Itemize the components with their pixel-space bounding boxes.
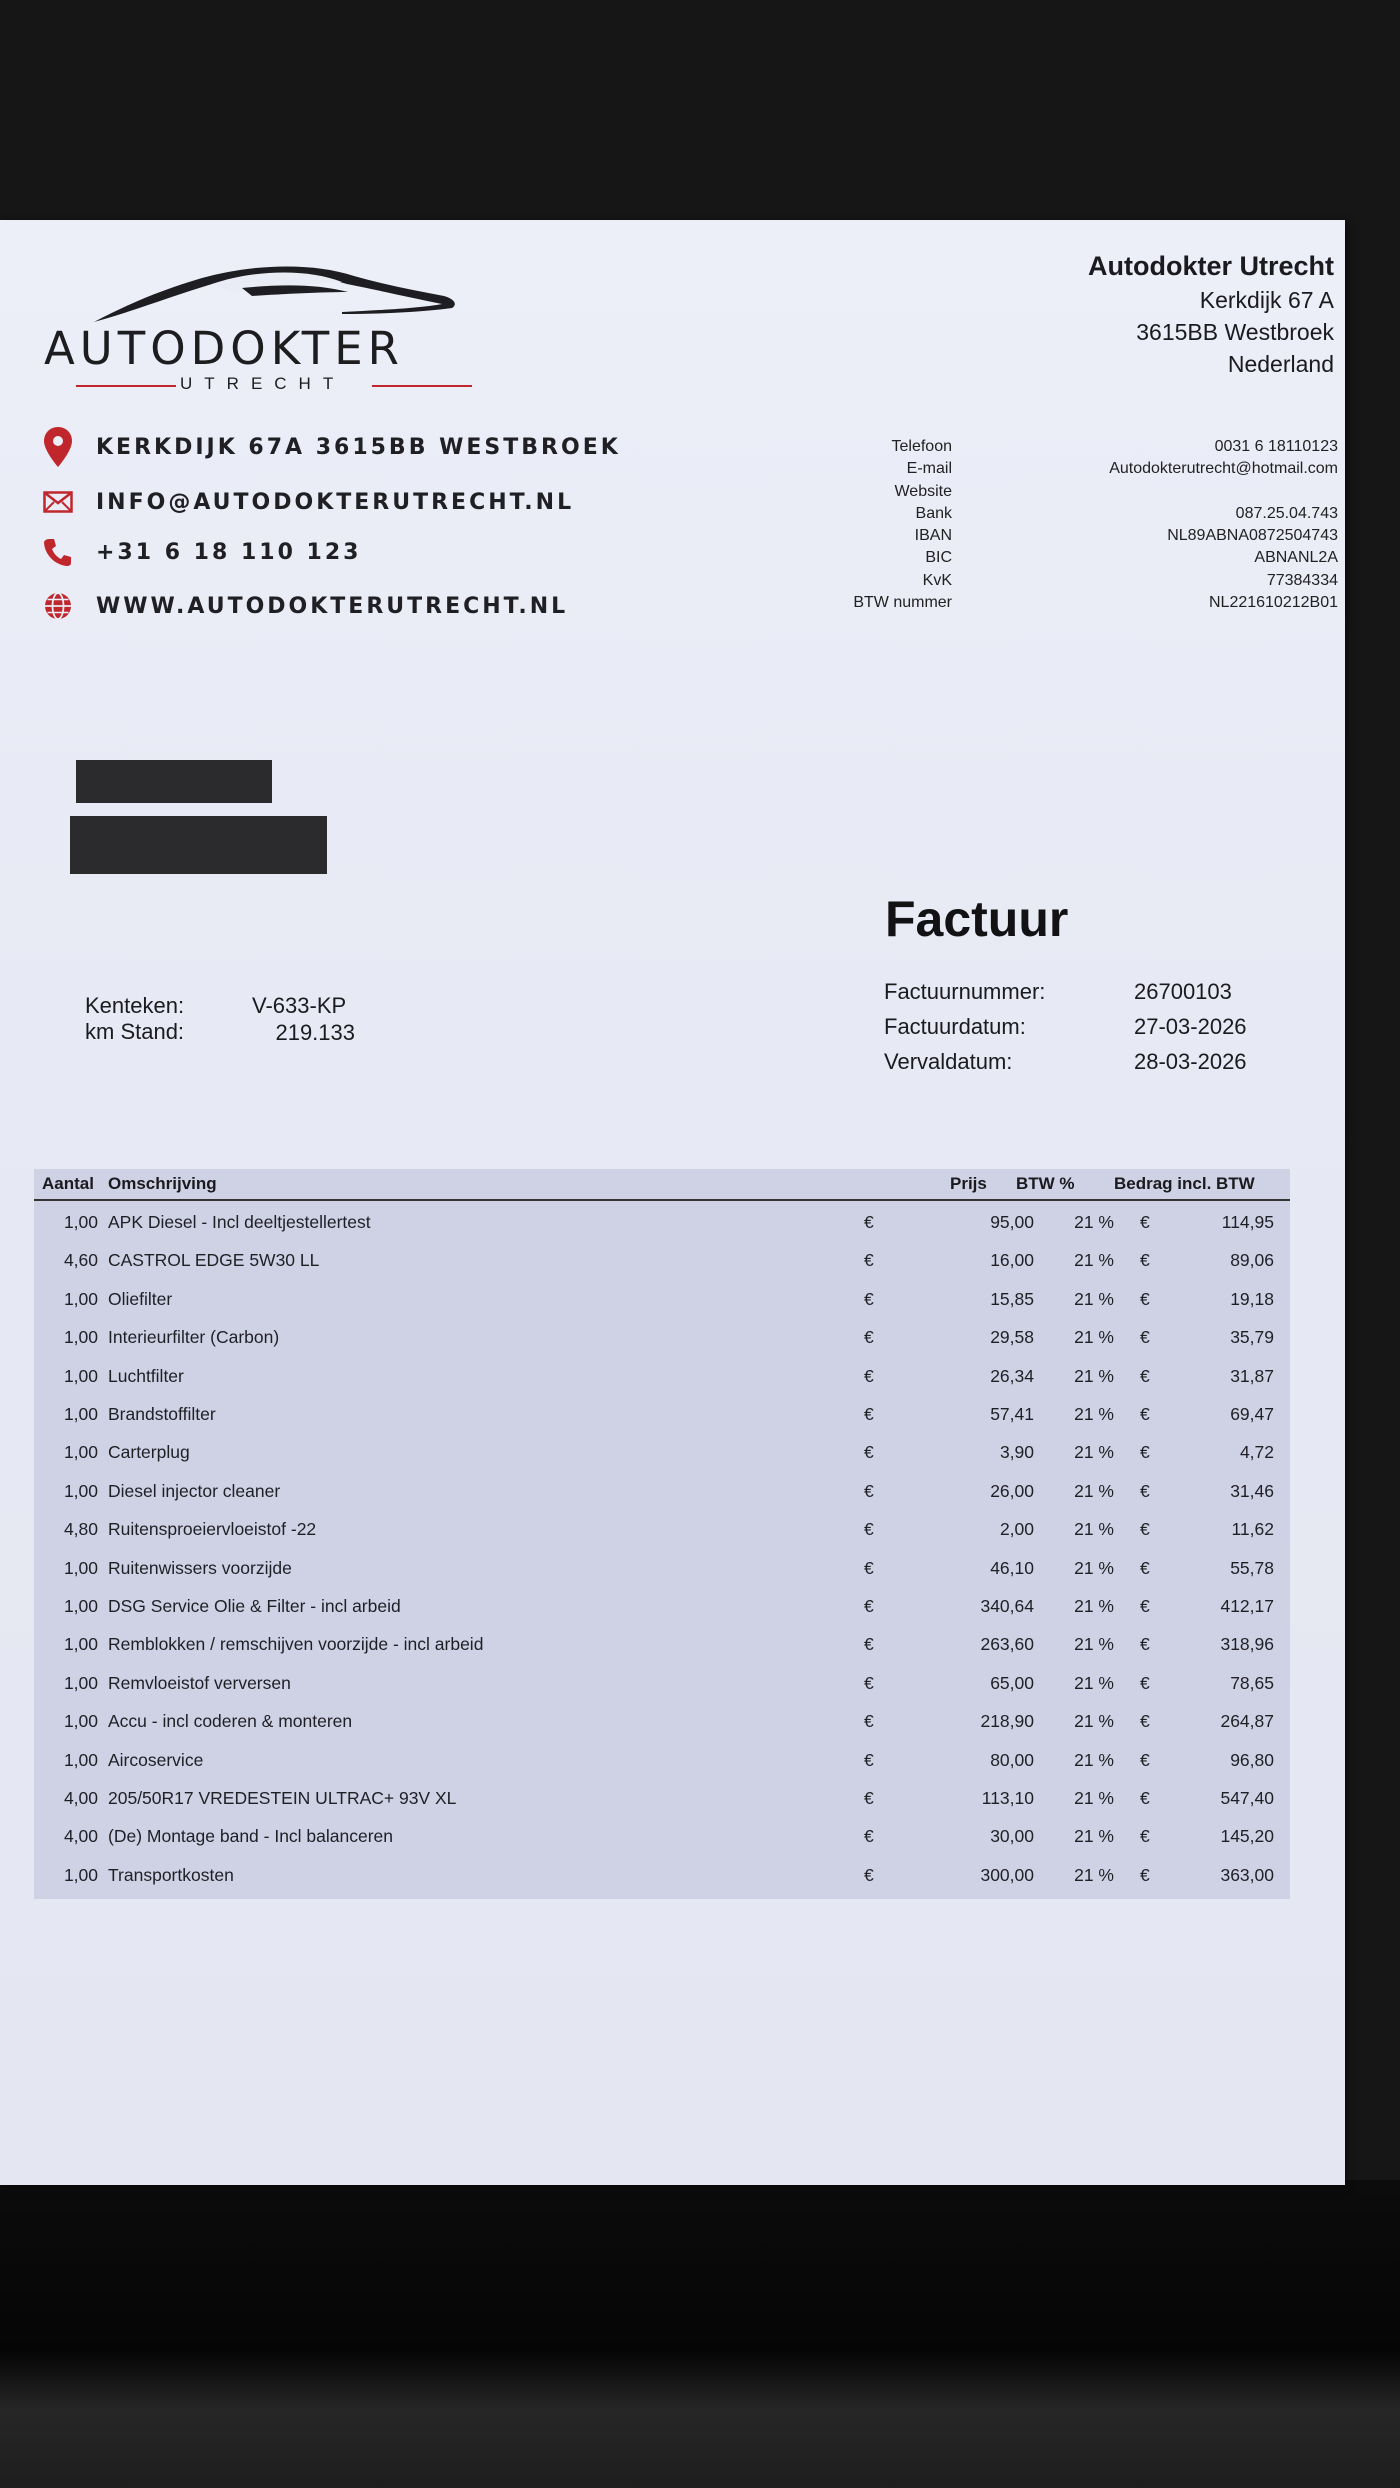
row-price-currency: € bbox=[864, 1634, 874, 1655]
row-btw: 21 % bbox=[1074, 1365, 1114, 1386]
row-price-currency: € bbox=[864, 1826, 874, 1847]
row-amount: 96,80 bbox=[1230, 1749, 1274, 1770]
redacted-customer-address bbox=[70, 816, 327, 874]
invoice-date-row bbox=[884, 1014, 1254, 1040]
invoice-date: 27-03-2026 bbox=[1134, 1014, 1247, 1039]
company-block bbox=[1088, 248, 1334, 380]
row-description: Accu - incl coderen & monteren bbox=[108, 1711, 353, 1732]
row-amount: 547,40 bbox=[1220, 1788, 1274, 1808]
row-price: 15,85 bbox=[990, 1288, 1034, 1309]
row-amount: 11,62 bbox=[1231, 1519, 1274, 1540]
header-description: Omschrijving bbox=[108, 1174, 217, 1193]
row-price-currency: € bbox=[864, 1519, 874, 1540]
table-row bbox=[34, 1435, 1290, 1473]
row-description: APK Diesel - Incl deeltjestellertest bbox=[108, 1212, 371, 1232]
logo-wordmark: AUTODOKTER bbox=[44, 322, 404, 375]
row-qty: 1,00 bbox=[63, 1749, 98, 1770]
meta-label: KvK bbox=[922, 571, 952, 589]
row-amount: 114,95 bbox=[1221, 1212, 1274, 1232]
row-price: 30,00 bbox=[990, 1826, 1034, 1847]
meta-label: IBAN bbox=[914, 527, 952, 545]
table-row bbox=[34, 1666, 1290, 1704]
row-price-currency: € bbox=[864, 1365, 874, 1386]
row-btw: 21 % bbox=[1074, 1788, 1114, 1808]
row-btw: 21 % bbox=[1074, 1212, 1114, 1232]
row-btw: 21 % bbox=[1074, 1327, 1114, 1348]
desk-background bbox=[0, 2180, 1400, 2488]
row-amount-currency: € bbox=[1140, 1596, 1150, 1616]
row-amount: 4,72 bbox=[1239, 1442, 1274, 1463]
row-price: 218,90 bbox=[980, 1711, 1034, 1732]
car-logo-icon bbox=[92, 262, 462, 324]
row-amount: 31,46 bbox=[1230, 1480, 1274, 1501]
row-qty: 1,00 bbox=[63, 1634, 98, 1655]
meta-label: E-mail bbox=[906, 460, 952, 478]
row-price: 26,34 bbox=[990, 1365, 1034, 1386]
row-btw: 21 % bbox=[1074, 1864, 1114, 1885]
table-row bbox=[34, 1627, 1290, 1665]
row-amount: 31,87 bbox=[1230, 1365, 1274, 1386]
invoice-lines-table bbox=[34, 1169, 1290, 1899]
row-price: 95,00 bbox=[990, 1212, 1034, 1232]
meta-value: NL89ABNA0872504743 bbox=[1167, 527, 1338, 545]
row-amount-currency: € bbox=[1140, 1519, 1150, 1540]
row-description: Oliefilter bbox=[108, 1288, 173, 1309]
row-amount-currency: € bbox=[1140, 1480, 1150, 1501]
plate-value: V-633-KP bbox=[252, 993, 347, 1018]
header-price: Prijs bbox=[950, 1174, 987, 1193]
row-description: Transportkosten bbox=[108, 1864, 234, 1885]
row-price-currency: € bbox=[864, 1864, 874, 1885]
row-amount-currency: € bbox=[1140, 1711, 1150, 1732]
row-amount-currency: € bbox=[1140, 1788, 1150, 1808]
row-qty: 4,00 bbox=[63, 1826, 98, 1847]
row-amount-currency: € bbox=[1140, 1250, 1150, 1271]
meta-value: 0031 6 18110123 bbox=[1214, 438, 1338, 455]
row-description: 205/50R17 VREDESTEIN ULTRAC+ 93V XL bbox=[108, 1788, 457, 1808]
meta-label: Website bbox=[894, 482, 952, 500]
table-row bbox=[34, 1551, 1290, 1589]
row-btw: 21 % bbox=[1074, 1519, 1114, 1540]
row-btw: 21 % bbox=[1074, 1480, 1114, 1501]
company-address-line1: Kerkdijk 67 A bbox=[1199, 287, 1334, 313]
invoice-due: 28-03-2026 bbox=[1134, 1049, 1247, 1074]
row-qty: 1,00 bbox=[63, 1557, 98, 1578]
row-btw: 21 % bbox=[1074, 1596, 1114, 1616]
row-amount: 89,06 bbox=[1230, 1250, 1274, 1271]
table-row bbox=[34, 1743, 1290, 1781]
table-row bbox=[34, 1282, 1290, 1320]
row-price: 46,10 bbox=[990, 1557, 1034, 1578]
row-btw: 21 % bbox=[1074, 1442, 1114, 1463]
row-qty: 4,00 bbox=[63, 1788, 98, 1808]
row-qty: 1,00 bbox=[63, 1596, 98, 1616]
row-amount: 35,79 bbox=[1230, 1327, 1274, 1348]
meta-value bbox=[938, 481, 1338, 503]
row-btw: 21 % bbox=[1074, 1711, 1114, 1732]
table-row bbox=[34, 1320, 1290, 1358]
row-qty: 1,00 bbox=[63, 1404, 98, 1424]
row-amount: 19,18 bbox=[1230, 1288, 1274, 1309]
table-row bbox=[34, 1512, 1290, 1550]
row-amount-currency: € bbox=[1140, 1327, 1150, 1348]
row-price: 3,90 bbox=[999, 1442, 1034, 1463]
row-price: 300,00 bbox=[980, 1864, 1034, 1885]
meta-value: 77384334 bbox=[1266, 571, 1338, 589]
invoice-title: Factuur bbox=[885, 891, 1069, 947]
meta-label: Bank bbox=[915, 504, 952, 522]
row-amount: 412,17 bbox=[1220, 1596, 1274, 1616]
row-qty: 1,00 bbox=[63, 1365, 98, 1386]
meta-label: Telefoon bbox=[891, 438, 952, 455]
row-qty: 1,00 bbox=[63, 1288, 98, 1309]
redacted-customer-name bbox=[76, 760, 272, 803]
row-description: Interieurfilter (Carbon) bbox=[108, 1327, 280, 1348]
envelope-icon bbox=[40, 484, 76, 520]
row-amount-currency: € bbox=[1140, 1749, 1150, 1770]
row-amount: 78,65 bbox=[1230, 1672, 1274, 1693]
row-qty: 4,80 bbox=[63, 1519, 98, 1540]
header-qty: Aantal bbox=[42, 1174, 94, 1193]
table-row bbox=[34, 1781, 1290, 1819]
row-amount-currency: € bbox=[1140, 1634, 1150, 1655]
meta-label: BTW nummer bbox=[853, 594, 952, 612]
contact-email-text: INFO@AUTODOKTERUTRECHT.NL bbox=[96, 489, 575, 515]
contact-address bbox=[40, 425, 621, 469]
row-description: Aircoservice bbox=[108, 1749, 204, 1770]
contact-phone-text: +31 6 18 110 123 bbox=[96, 539, 362, 565]
row-description: Diesel injector cleaner bbox=[108, 1480, 281, 1501]
map-pin-icon bbox=[40, 429, 76, 465]
row-description: CASTROL EDGE 5W30 LL bbox=[108, 1250, 320, 1271]
row-price: 340,64 bbox=[980, 1596, 1034, 1616]
row-btw: 21 % bbox=[1074, 1672, 1114, 1693]
row-price-currency: € bbox=[864, 1672, 874, 1693]
row-price-currency: € bbox=[864, 1480, 874, 1501]
row-amount-currency: € bbox=[1140, 1672, 1150, 1693]
table-row bbox=[34, 1205, 1290, 1243]
row-btw: 21 % bbox=[1074, 1250, 1114, 1271]
row-description: DSG Service Olie & Filter - incl arbeid bbox=[108, 1596, 401, 1616]
company-meta-values bbox=[938, 436, 1338, 614]
row-price: 65,00 bbox=[990, 1672, 1034, 1693]
row-qty: 1,00 bbox=[63, 1327, 98, 1348]
row-btw: 21 % bbox=[1074, 1404, 1114, 1424]
row-description: Remblokken / remschijven voorzijde - incl arbeid bbox=[108, 1634, 484, 1655]
row-qty: 1,00 bbox=[63, 1212, 98, 1232]
contact-website-text: WWW.AUTODOKTERUTRECHT.NL bbox=[96, 593, 569, 619]
invoice-due-label: Vervaldatum: bbox=[884, 1049, 1013, 1074]
contact-website bbox=[40, 584, 568, 628]
header-amount: Bedrag incl. BTW bbox=[1114, 1174, 1255, 1193]
row-amount-currency: € bbox=[1140, 1826, 1150, 1847]
row-price-currency: € bbox=[864, 1596, 874, 1616]
row-price: 113,10 bbox=[981, 1788, 1034, 1808]
invoice-due-row bbox=[884, 1049, 1254, 1075]
company-meta-labels bbox=[800, 436, 952, 614]
invoice-number-row bbox=[884, 979, 1254, 1005]
invoice-date-label: Factuurdatum: bbox=[884, 1014, 1026, 1039]
meta-value: Autodokterutrecht@hotmail.com bbox=[1109, 460, 1338, 478]
row-btw: 21 % bbox=[1074, 1826, 1114, 1847]
row-amount: 145,20 bbox=[1220, 1826, 1274, 1847]
table-row bbox=[34, 1589, 1290, 1627]
row-qty: 1,00 bbox=[63, 1480, 98, 1501]
row-btw: 21 % bbox=[1074, 1749, 1114, 1770]
row-btw: 21 % bbox=[1074, 1288, 1114, 1309]
table-row bbox=[34, 1474, 1290, 1512]
row-description: Remvloeistof verversen bbox=[108, 1672, 291, 1693]
row-description: Ruitenwissers voorzijde bbox=[108, 1557, 292, 1578]
row-price-currency: € bbox=[864, 1749, 874, 1770]
row-amount: 363,00 bbox=[1220, 1864, 1274, 1885]
row-description: Brandstoffilter bbox=[108, 1404, 216, 1424]
row-amount: 69,47 bbox=[1230, 1404, 1274, 1424]
row-amount-currency: € bbox=[1140, 1404, 1150, 1424]
plate-label: Kenteken: bbox=[85, 993, 185, 1018]
row-price-currency: € bbox=[864, 1788, 874, 1808]
company-country: Nederland bbox=[1227, 351, 1334, 377]
contact-address-text: KERKDIJK 67A 3615BB WESTBROEK bbox=[96, 434, 621, 460]
table-row bbox=[34, 1397, 1290, 1435]
invoice-number: 26700103 bbox=[1134, 979, 1232, 1004]
row-amount-currency: € bbox=[1140, 1557, 1150, 1578]
table-header bbox=[34, 1169, 1290, 1201]
row-amount-currency: € bbox=[1140, 1212, 1150, 1232]
globe-icon bbox=[40, 588, 76, 624]
row-price-currency: € bbox=[864, 1557, 874, 1578]
invoice-number-label: Factuurnummer: bbox=[884, 979, 1046, 1004]
row-price-currency: € bbox=[864, 1250, 874, 1271]
row-price: 2,00 bbox=[999, 1519, 1034, 1540]
row-amount: 318,96 bbox=[1220, 1634, 1274, 1655]
logo-divider-left bbox=[76, 385, 176, 387]
row-btw: 21 % bbox=[1074, 1634, 1114, 1655]
company-address-line2: 3615BB Westbroek bbox=[1136, 319, 1334, 345]
row-price-currency: € bbox=[864, 1711, 874, 1732]
km-value: 219.133 bbox=[275, 1020, 355, 1045]
row-description: Ruitensproeiervloeistof -22 bbox=[108, 1519, 317, 1540]
row-qty: 4,60 bbox=[63, 1250, 98, 1271]
row-price: 263,60 bbox=[980, 1634, 1034, 1655]
table-row bbox=[34, 1359, 1290, 1397]
row-amount-currency: € bbox=[1140, 1442, 1150, 1463]
meta-value: 087.25.04.743 bbox=[1235, 504, 1338, 522]
row-price: 80,00 bbox=[990, 1749, 1034, 1770]
logo-subtitle: UTRECHT bbox=[180, 374, 346, 393]
row-price-currency: € bbox=[864, 1288, 874, 1309]
contact-email bbox=[40, 480, 574, 524]
table-row bbox=[34, 1819, 1290, 1857]
meta-value: ABNANL2A bbox=[1254, 549, 1338, 567]
row-amount-currency: € bbox=[1140, 1365, 1150, 1386]
table-row bbox=[34, 1704, 1290, 1742]
row-description: Luchtfilter bbox=[108, 1365, 184, 1386]
row-price: 26,00 bbox=[990, 1480, 1034, 1501]
row-amount: 55,78 bbox=[1230, 1557, 1274, 1578]
row-price: 29,58 bbox=[990, 1327, 1034, 1348]
company-name: Autodokter Utrecht bbox=[1087, 251, 1334, 281]
meta-label: BIC bbox=[925, 549, 952, 567]
row-price-currency: € bbox=[864, 1404, 874, 1424]
row-price-currency: € bbox=[864, 1327, 874, 1348]
row-amount-currency: € bbox=[1140, 1864, 1150, 1885]
phone-icon bbox=[40, 534, 76, 570]
meta-value: NL221610212B01 bbox=[1208, 594, 1338, 612]
table-row bbox=[34, 1243, 1290, 1281]
row-price: 16,00 bbox=[990, 1250, 1034, 1271]
row-qty: 1,00 bbox=[63, 1442, 98, 1463]
table-row bbox=[34, 1858, 1290, 1896]
row-amount-currency: € bbox=[1140, 1288, 1150, 1309]
row-amount: 264,87 bbox=[1220, 1711, 1274, 1732]
row-price: 57,41 bbox=[990, 1404, 1034, 1424]
row-qty: 1,00 bbox=[63, 1711, 98, 1732]
row-qty: 1,00 bbox=[63, 1864, 98, 1885]
row-description: (De) Montage band - Incl balanceren bbox=[108, 1826, 394, 1847]
contact-phone bbox=[40, 530, 361, 574]
row-qty: 1,00 bbox=[63, 1672, 98, 1693]
km-label: km Stand: bbox=[85, 1019, 185, 1044]
header-btw: BTW % bbox=[1016, 1174, 1075, 1193]
logo-divider-right bbox=[372, 385, 472, 387]
row-description: Carterplug bbox=[108, 1442, 190, 1463]
row-btw: 21 % bbox=[1074, 1557, 1114, 1578]
row-price-currency: € bbox=[864, 1442, 874, 1463]
row-price-currency: € bbox=[864, 1212, 874, 1232]
